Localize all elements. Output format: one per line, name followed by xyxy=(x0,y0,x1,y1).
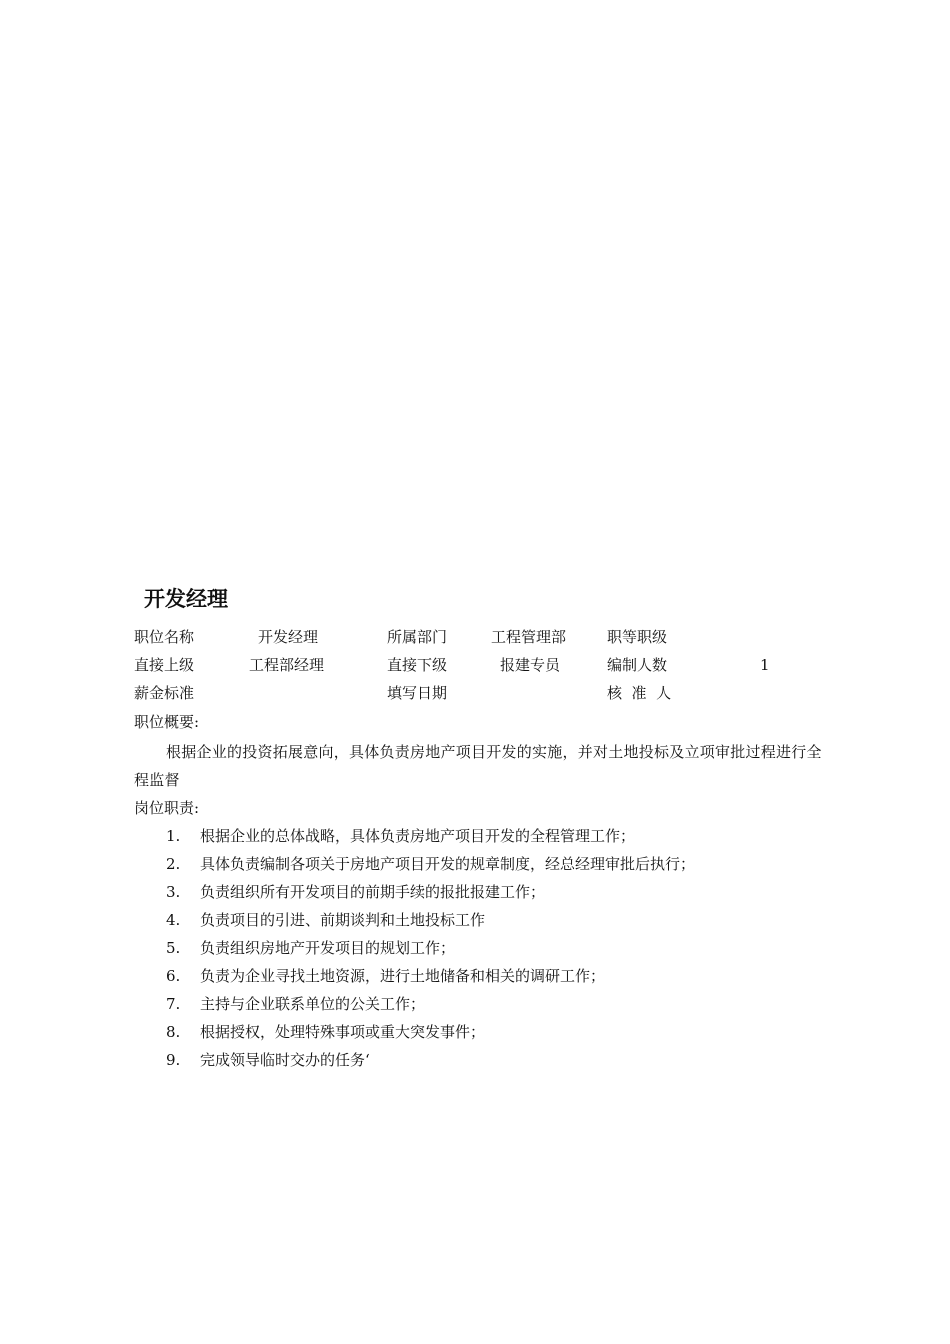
headcount-value: 1 xyxy=(760,656,770,674)
list-item-text: 负责项目的引进、前期谈判和土地投标工作 xyxy=(200,911,486,929)
summary-text: 根据企业的投资拓展意向，具体负责房地产项目开发的实施，并对土地投标及立项审批过程进行全程监督 xyxy=(134,743,822,789)
list-item-text: 负责为企业寻找土地资源，进行土地储备和相关的调研工作； xyxy=(200,967,606,985)
list-item-number: 8. xyxy=(166,1023,181,1041)
list-item xyxy=(134,822,834,850)
grade-label: 职等职级 xyxy=(607,628,668,646)
list-item xyxy=(134,906,834,934)
list-item xyxy=(134,934,834,962)
list-item-number: 2. xyxy=(166,855,181,873)
list-item-number: 4. xyxy=(166,911,181,929)
approver-label: 核 准 人 xyxy=(607,684,672,702)
list-item-text: 根据授权，处理特殊事项或重大突发事件； xyxy=(200,1023,486,1041)
list-item-number: 5. xyxy=(166,939,181,957)
list-item xyxy=(134,1046,834,1074)
info-row xyxy=(134,623,834,651)
list-item-number: 9. xyxy=(166,1051,181,1069)
summary-heading: 职位概要: xyxy=(134,713,200,731)
list-item-number: 3. xyxy=(166,883,181,901)
list-item-text: 完成领导临时交办的任务‘ xyxy=(200,1051,370,1069)
fill-date-label: 填写日期 xyxy=(387,684,448,702)
supervisor-label: 直接上级 xyxy=(134,656,195,674)
duty-list xyxy=(134,822,834,1074)
list-item-text: 根据企业的总体战略，具体负责房地产项目开发的全程管理工作； xyxy=(200,827,636,845)
supervisor-value: 工程部经理 xyxy=(249,656,325,674)
info-row xyxy=(134,651,834,679)
list-item-text: 负责组织所有开发项目的前期手续的报批报建工作； xyxy=(200,883,546,901)
headcount-label: 编制人数 xyxy=(607,656,668,674)
list-item xyxy=(134,990,834,1018)
salary-label: 薪金标准 xyxy=(134,684,195,702)
list-item xyxy=(134,878,834,906)
position-name-value: 开发经理 xyxy=(258,628,319,646)
list-item-number: 7. xyxy=(166,995,181,1013)
subordinate-value: 报建专员 xyxy=(500,656,561,674)
subordinate-label: 直接下级 xyxy=(387,656,448,674)
list-item xyxy=(134,962,834,990)
position-name-label: 职位名称 xyxy=(134,628,195,646)
info-row xyxy=(134,679,834,707)
page-title: 开发经理 xyxy=(144,587,228,611)
duties-heading: 岗位职责: xyxy=(134,799,200,817)
list-item-text: 主持与企业联系单位的公关工作； xyxy=(200,995,426,1013)
department-value: 工程管理部 xyxy=(491,628,567,646)
list-item-number: 6. xyxy=(166,967,181,985)
list-item-text: 负责组织房地产开发项目的规划工作； xyxy=(200,939,456,957)
job-info-table xyxy=(134,623,834,707)
list-item-number: 1. xyxy=(166,827,181,845)
list-item xyxy=(134,850,834,878)
department-label: 所属部门 xyxy=(387,628,448,646)
list-item-text: 具体负责编制各项关于房地产项目开发的规章制度，经总经理审批后执行； xyxy=(200,855,696,873)
list-item xyxy=(134,1018,834,1046)
